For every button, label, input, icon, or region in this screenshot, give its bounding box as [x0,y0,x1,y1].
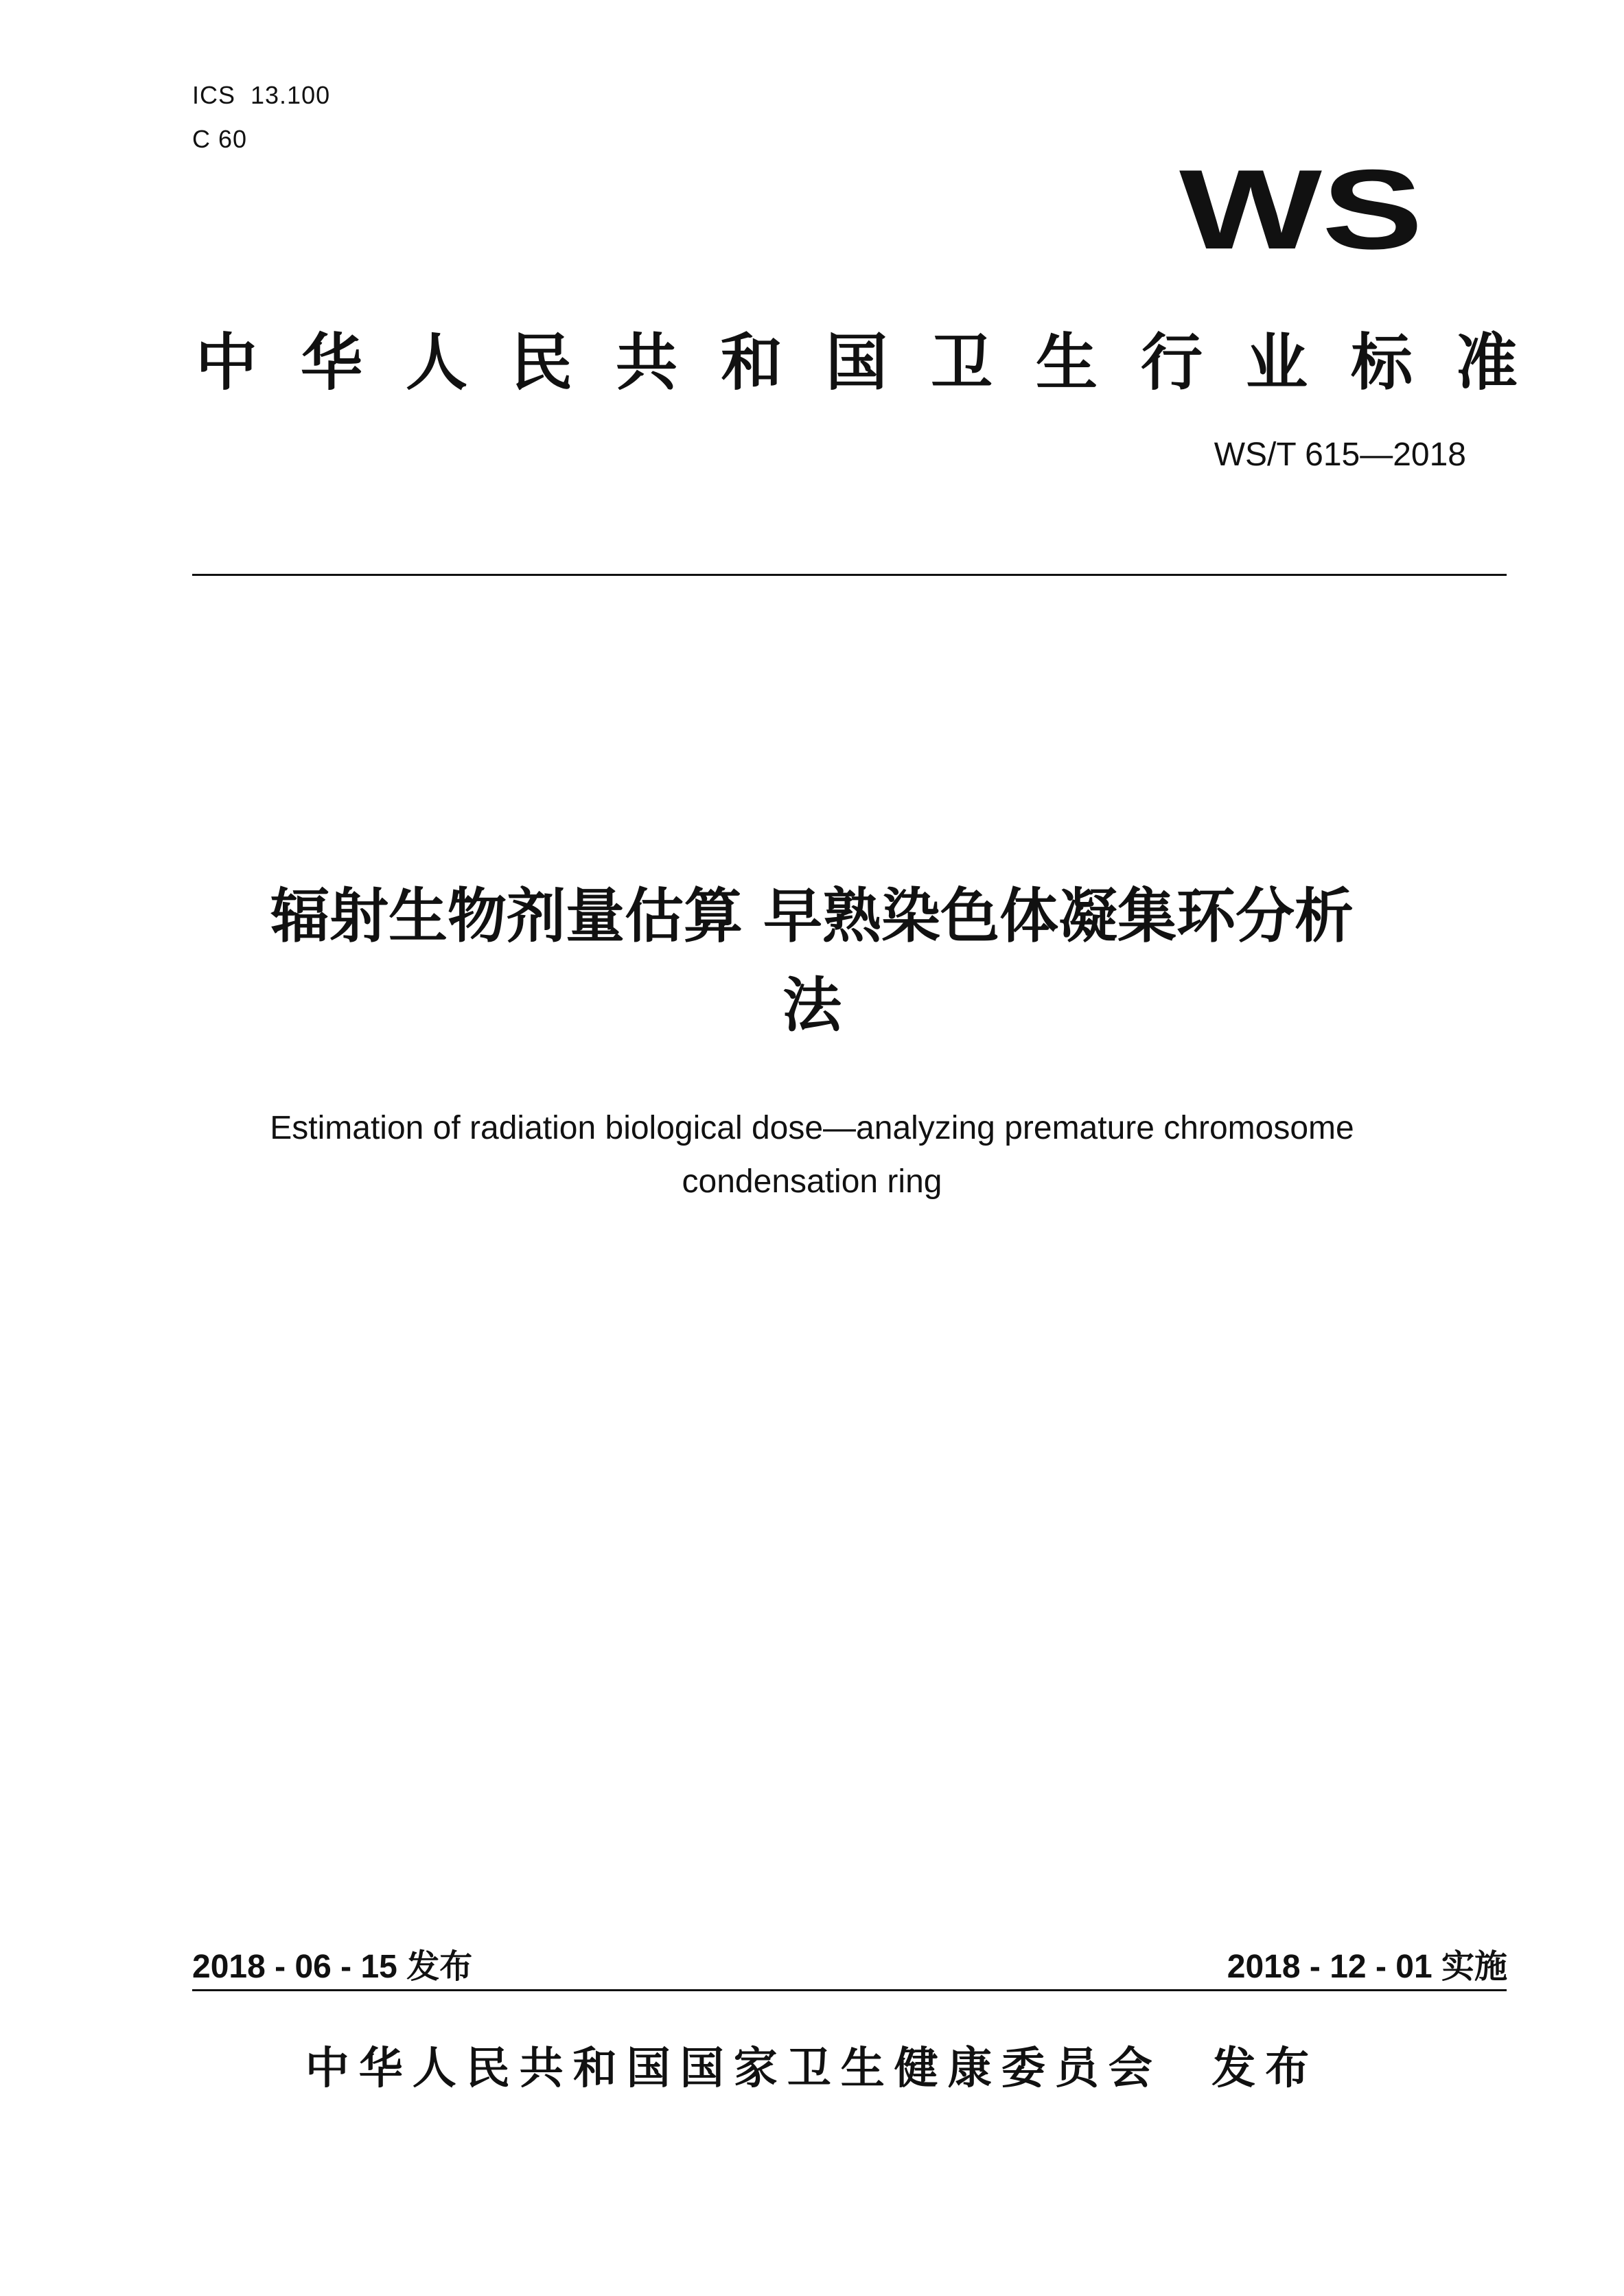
ws-logo [1179,159,1426,262]
chinese-title-line-2: 法 [782,971,842,1040]
footer-divider [192,1989,1507,1991]
implementation-date: 2018 - 12 - 01 实施 [1227,1949,1507,1985]
english-title [206,1102,1418,1209]
chinese-title [137,872,1487,1050]
issuing-authority: 中华人民共和国国家卫生健康委员会 发布 [305,2043,1319,2094]
ccs-code: C 60 [192,125,248,153]
ics-code: ICS 13.100 [192,81,331,109]
standard-number: WS/T 615—2018 [1214,437,1466,473]
chinese-title-line-1: 辐射生物剂量估算 早熟染色体凝集环分析 [270,882,1354,951]
issue-date: 2018 - 06 - 15 发布 [192,1949,473,1985]
standard-category-title: 中华人民共和国卫生行业标准 [196,327,1561,399]
ws-logo-text: WS [1179,159,1423,262]
english-title-line-2: condensation ring [682,1163,942,1200]
english-title-line-1: Estimation of radiation biological dose—analyzing premature chromosome [270,1110,1354,1146]
header-divider [192,574,1507,576]
